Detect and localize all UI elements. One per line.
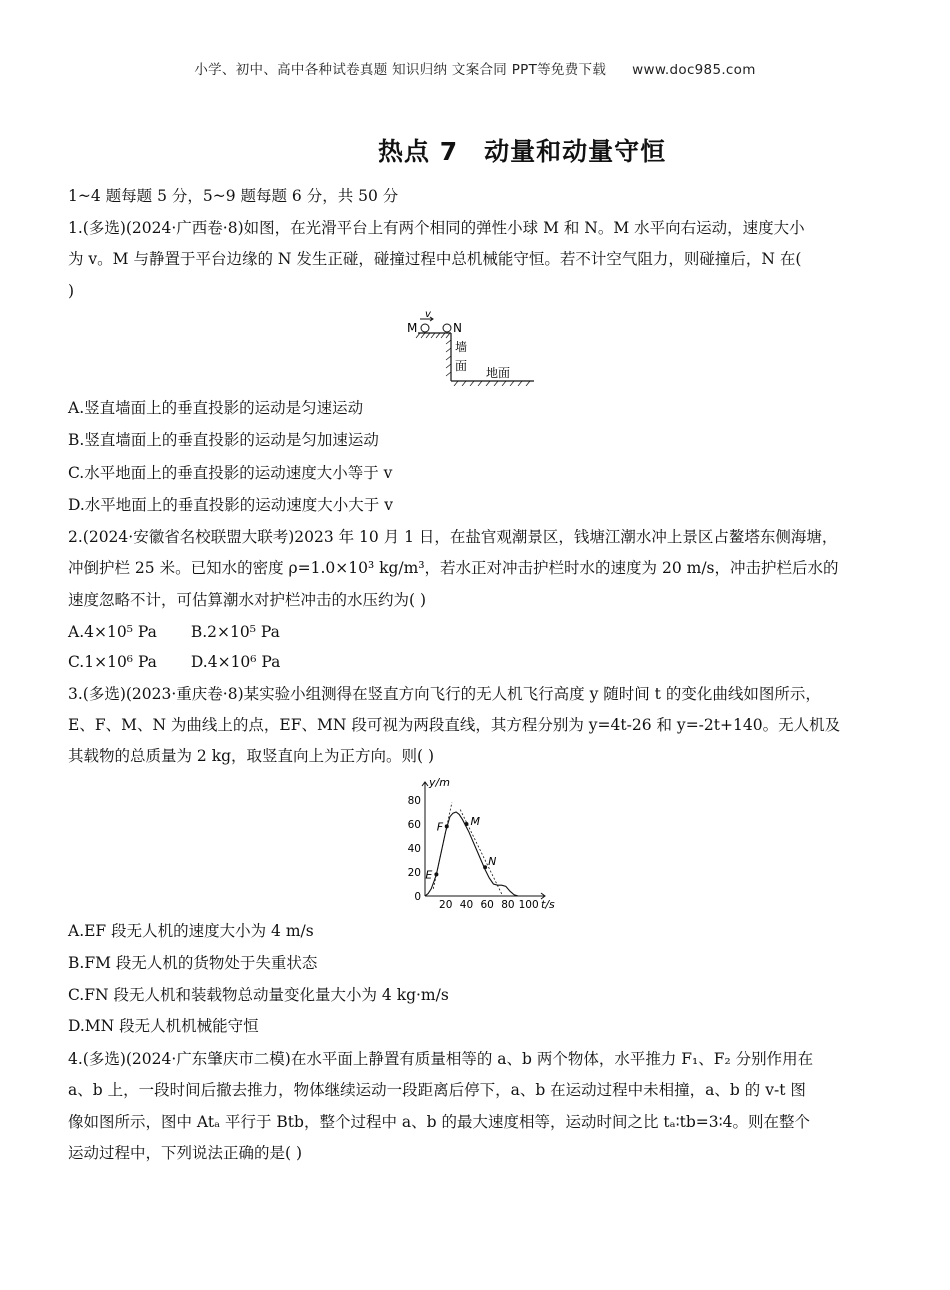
q4-line3: 像如图所示，图中 Atₐ 平行于 Btb，整个过程中 a、b 的最大速度相等，运动时间之比 tₐ∶tb=3∶4。则在整个 (68, 1113, 811, 1131)
q3-option-c: C.FN 段无人机和装载物总动量变化量大小为 4 kg·m/s (68, 986, 449, 1004)
q1-label-m: M (407, 321, 418, 335)
point-label: E (425, 868, 433, 882)
q1-option-c: C.水平地面上的垂直投影的运动速度大小等于 v (68, 464, 393, 482)
q4-line1: 4.(多选)(2024·广东肇庆市二模)在水平面上静置有质量相等的 a、b 两个物体，水平推力 F₁、F₂ 分别作用在 (68, 1050, 814, 1068)
q2-option-d: D.4×10⁶ Pa (190, 653, 281, 671)
q3-line2: E、F、M、N 为曲线上的点，EF、MN 段可视为两段直线，其方程分别为 y=4t-26 和 y=-2t+140。无人机及 (68, 716, 841, 734)
ground-hatch (454, 381, 530, 386)
q2-line2: 冲倒护栏 25 米。已知水的密度 ρ=1.0×10³ kg/m³，若水正对冲击护栏时水的速度为 20 m/s，冲击护栏后水的 (68, 559, 839, 577)
q3-option-d: D.MN 段无人机机械能守恒 (68, 1017, 259, 1035)
q1-line2: 为 v。M 与静置于平台边缘的 N 发生正碰，碰撞过程中总机械能守恒。若不计空气阻力，则碰撞后，N 在( (68, 250, 802, 268)
title-part2: 动量和动量守恒 (484, 137, 667, 166)
page-header (0, 58, 950, 78)
point-label: F (436, 820, 444, 834)
data-point (434, 872, 438, 876)
q1-figure (400, 306, 540, 386)
q1-option-b: B.竖直墙面上的垂直投影的运动是匀加速运动 (68, 431, 379, 449)
q3-option-b: B.FM 段无人机的货物处于失重状态 (68, 954, 318, 972)
x-axis-label: t/s (541, 898, 555, 911)
platform-hatch (416, 333, 451, 376)
q1-label-wall-2: 面 (455, 359, 468, 373)
x-tick-label: 80 (501, 899, 515, 911)
q4-line2: a、b 上，一段时间后撤去推力，物体继续运动一段距离后停下，a、b 在运动过程中未相撞，a、b 的 v-t 图 (68, 1081, 806, 1099)
q1-label-n: N (453, 321, 462, 335)
header-text: 小学、初中、高中各种试卷真题 知识归纳 文案合同 PPT等免费下载 (194, 62, 607, 78)
ball-m (421, 324, 429, 332)
score-intro: 1~4 题每题 5 分，5~9 题每题 6 分，共 50 分 (68, 187, 399, 205)
y-axis-label: y/m (429, 776, 450, 789)
q1-label-v: v (425, 309, 431, 320)
q2-option-c: C.1×10⁶ Pa (68, 653, 157, 671)
y-tick-label: 0 (414, 891, 421, 903)
title-part1: 热点 7 (378, 137, 459, 166)
q2-options-row1 (68, 622, 280, 642)
y-tick-label: 80 (407, 795, 421, 807)
point-label: M (470, 815, 480, 828)
q1-line1: 1.(多选)(2024·广西卷·8)如图，在光滑平台上有两个相同的弹性小球 M 和 N。M 水平向右运动，速度大小 (68, 219, 805, 237)
q1-option-a: A.竖直墙面上的垂直投影的运动是匀速运动 (68, 399, 364, 417)
data-point (445, 824, 449, 828)
y-tick-label: 20 (407, 867, 421, 879)
q3-line1: 3.(多选)(2023·重庆卷·8)某实验小组测得在竖直方向飞行的无人机飞行高度 y 随时间 t 的变化曲线如图所示， (68, 685, 821, 703)
q1-label-wall-1: 墙 (455, 340, 468, 354)
ball-n (443, 324, 451, 332)
q2-option-b: B.2×10⁵ Pa (190, 623, 280, 641)
q3-line3: 其载物的总质量为 2 kg，取竖直向上为正方向。则( ) (68, 747, 435, 765)
q3-option-a: A.EF 段无人机的速度大小为 4 m/s (68, 922, 314, 940)
q2-options-row2 (68, 652, 280, 672)
x-tick-label: 40 (459, 899, 474, 911)
q1-option-d: D.水平地面上的垂直投影的运动速度大小大于 v (68, 496, 393, 514)
y-tick-label: 60 (407, 819, 421, 831)
x-tick-label: 100 (518, 899, 539, 911)
q2-option-a: A.4×10⁵ Pa (68, 623, 157, 641)
q3-chart (395, 772, 565, 912)
x-tick-label: 20 (439, 899, 453, 911)
q1-line3: ) (68, 282, 75, 300)
q1-label-ground: 地面 (486, 366, 511, 380)
point-label: N (488, 855, 497, 869)
page-title (378, 132, 666, 168)
data-point (464, 822, 468, 826)
q4-line4: 运动过程中，下列说法正确的是( ) (68, 1144, 303, 1162)
x-tick-label: 60 (480, 899, 494, 911)
data-point (483, 865, 487, 869)
header-url[interactable]: www.doc985.com (632, 62, 756, 78)
q2-line3: 速度忽略不计，可估算潮水对护栏冲击的水压约为( ) (68, 591, 427, 609)
q2-line1: 2.(2024·安徽省名校联盟大联考)2023 年 10 月 1 日，在盐官观潮景区，钱塘江潮水冲上景区占鳌塔东侧海塘， (68, 528, 838, 546)
y-tick-label: 40 (407, 843, 421, 855)
